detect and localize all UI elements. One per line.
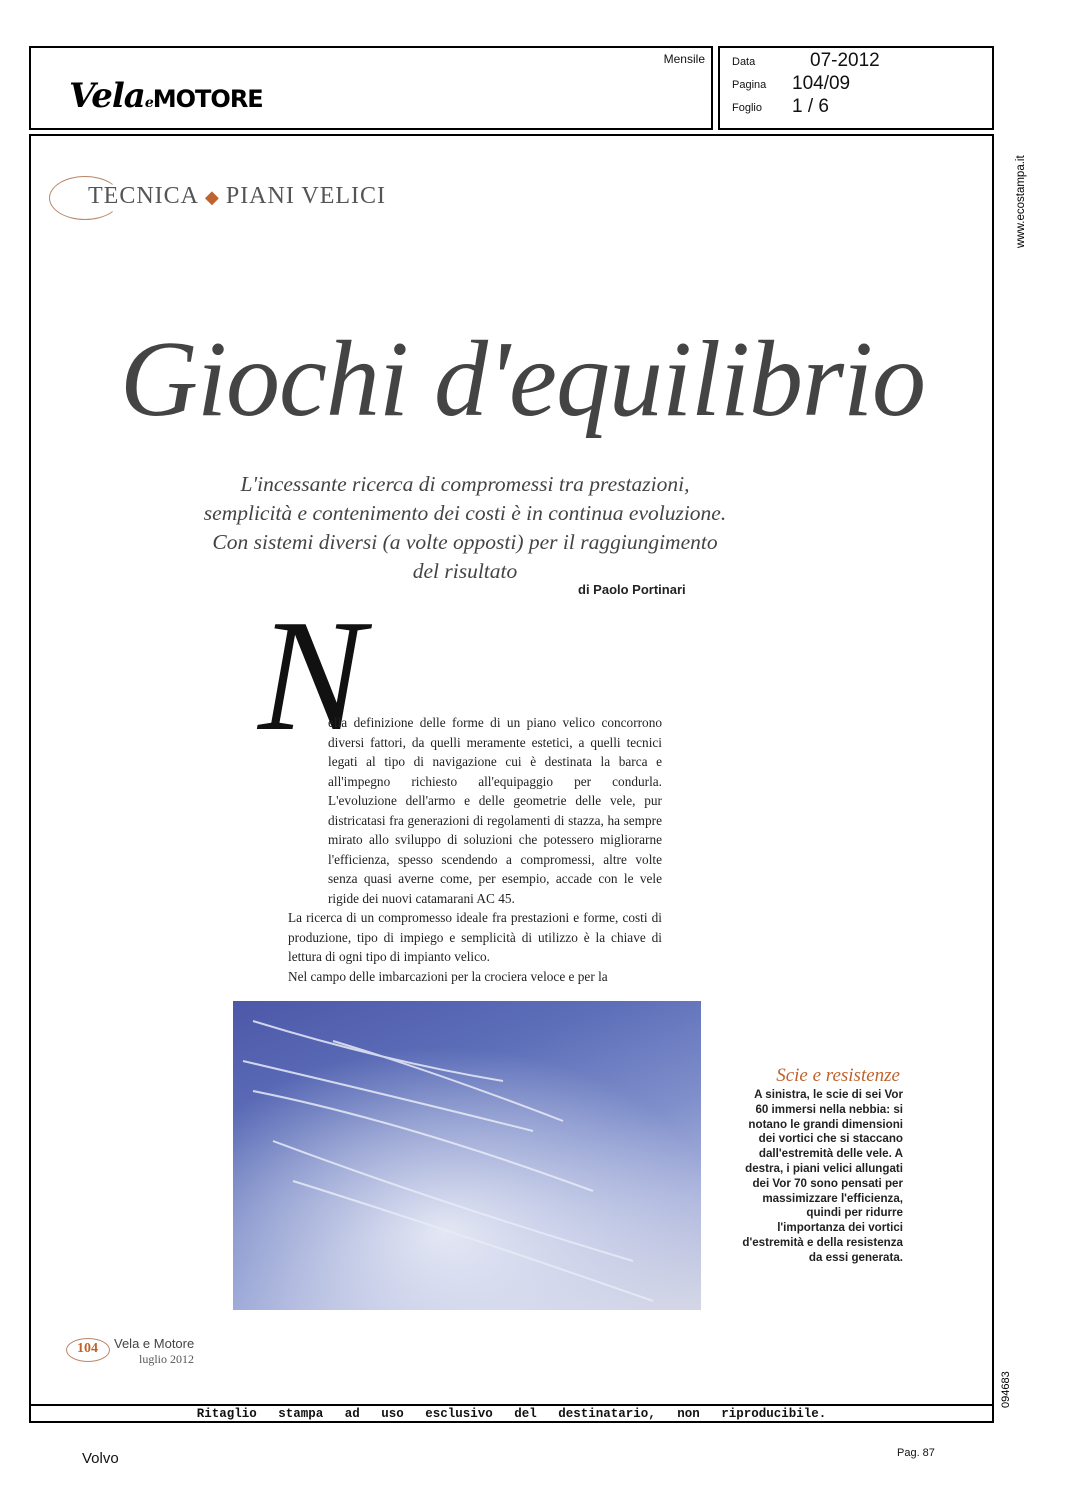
body-paragraph: La ricerca di un compromesso ideale fra prestazioni e forme, costi di produzione, tipo di impiego e semplicità di utilizzo è la chiave di lettura di ogni tipo di impianto velico.	[288, 910, 662, 964]
side-url: www.ecostampa.it	[1015, 155, 1027, 248]
meta-sheet-value: 1 / 6	[792, 96, 829, 117]
section-heading	[88, 183, 386, 210]
section-part1: TECNICA	[88, 183, 199, 209]
article-photo-wakes	[233, 1001, 701, 1310]
logo-e: e	[144, 95, 153, 111]
logo-vela: Vela	[69, 76, 145, 116]
article-title: Giochi d'equilibrio	[120, 320, 926, 439]
body-paragraph: ella definizione delle forme di un piano velico concorrono diversi fattori, da quelli meramente estetici, a quelli tecnici legati al tipo di navigazione cui è destinata la barca e all'impegno richiesto all'equipaggio per condurla. L'evoluzione dell'armo e delle geometrie delle vele, pur districatasi fra generazioni di regolamenti di stazza, ha sempre mirato allo sviluppo di soluzioni che potessero migliorarne l'efficienza, spesso scendendo a compromessi, altre volte senza quasi averne come, per esempio, accade con le vele rigide dei nuovi catamarani AC 45.	[328, 715, 662, 906]
meta-page-label: Pagina	[732, 79, 767, 91]
diamond-icon: ◆	[205, 187, 220, 207]
meta-date-label: Data	[732, 56, 756, 68]
logo-motore: MOTORE	[152, 85, 263, 113]
frequency-label: Mensile	[663, 52, 705, 66]
article-body	[288, 713, 662, 986]
meta-date-value: 07-2012	[810, 50, 880, 71]
side-code: 094683	[1000, 1371, 1012, 1408]
client-name: Volvo	[82, 1450, 119, 1467]
caption-text: A sinistra, le scie di sei Vor 60 immersi nella nebbia: si notano le grandi dimensioni dei vortici che si staccano dall'estremità delle vele. A destra, i piani velici allungati dei Vor 70 sono pensati per massimizzare l'efficienza, quindi per ridurre l'importanza dei vortici d'estremità e della resistenza da essi generata.	[742, 1088, 903, 1264]
sheet-page-number: Pag. 87	[897, 1447, 935, 1459]
footer-magazine: Vela e Motore	[114, 1336, 195, 1351]
meta-sheet-label: Foglio	[732, 102, 762, 114]
footer-date: luglio 2012	[139, 1352, 195, 1366]
section-part2: PIANI VELICI	[225, 183, 387, 209]
header-meta-box	[718, 46, 994, 130]
disclaimer: Ritaglio stampa ad uso esclusivo del destinatario, non riproducibile.	[29, 1404, 994, 1423]
header-masthead-box	[29, 46, 713, 130]
article-subtitle: L'incessante ricerca di compromessi tra prestazioni, semplicità e contenimento dei costi è in continua evoluzione. Con sistemi diversi (a volte opposti) per il raggiungimento del risultato	[203, 472, 727, 583]
meta-page-value: 104/09	[792, 73, 851, 94]
article-byline: di Paolo Portinari	[578, 582, 686, 597]
photo-wake-lines	[233, 1001, 701, 1310]
caption-title: Scie e resistenze	[776, 1065, 900, 1086]
page-number: 104	[77, 1341, 98, 1356]
body-paragraph: Nel campo delle imbarcazioni per la crociera veloce e per la	[288, 968, 608, 984]
magazine-logo	[69, 76, 263, 116]
dropcap: N	[258, 586, 365, 764]
